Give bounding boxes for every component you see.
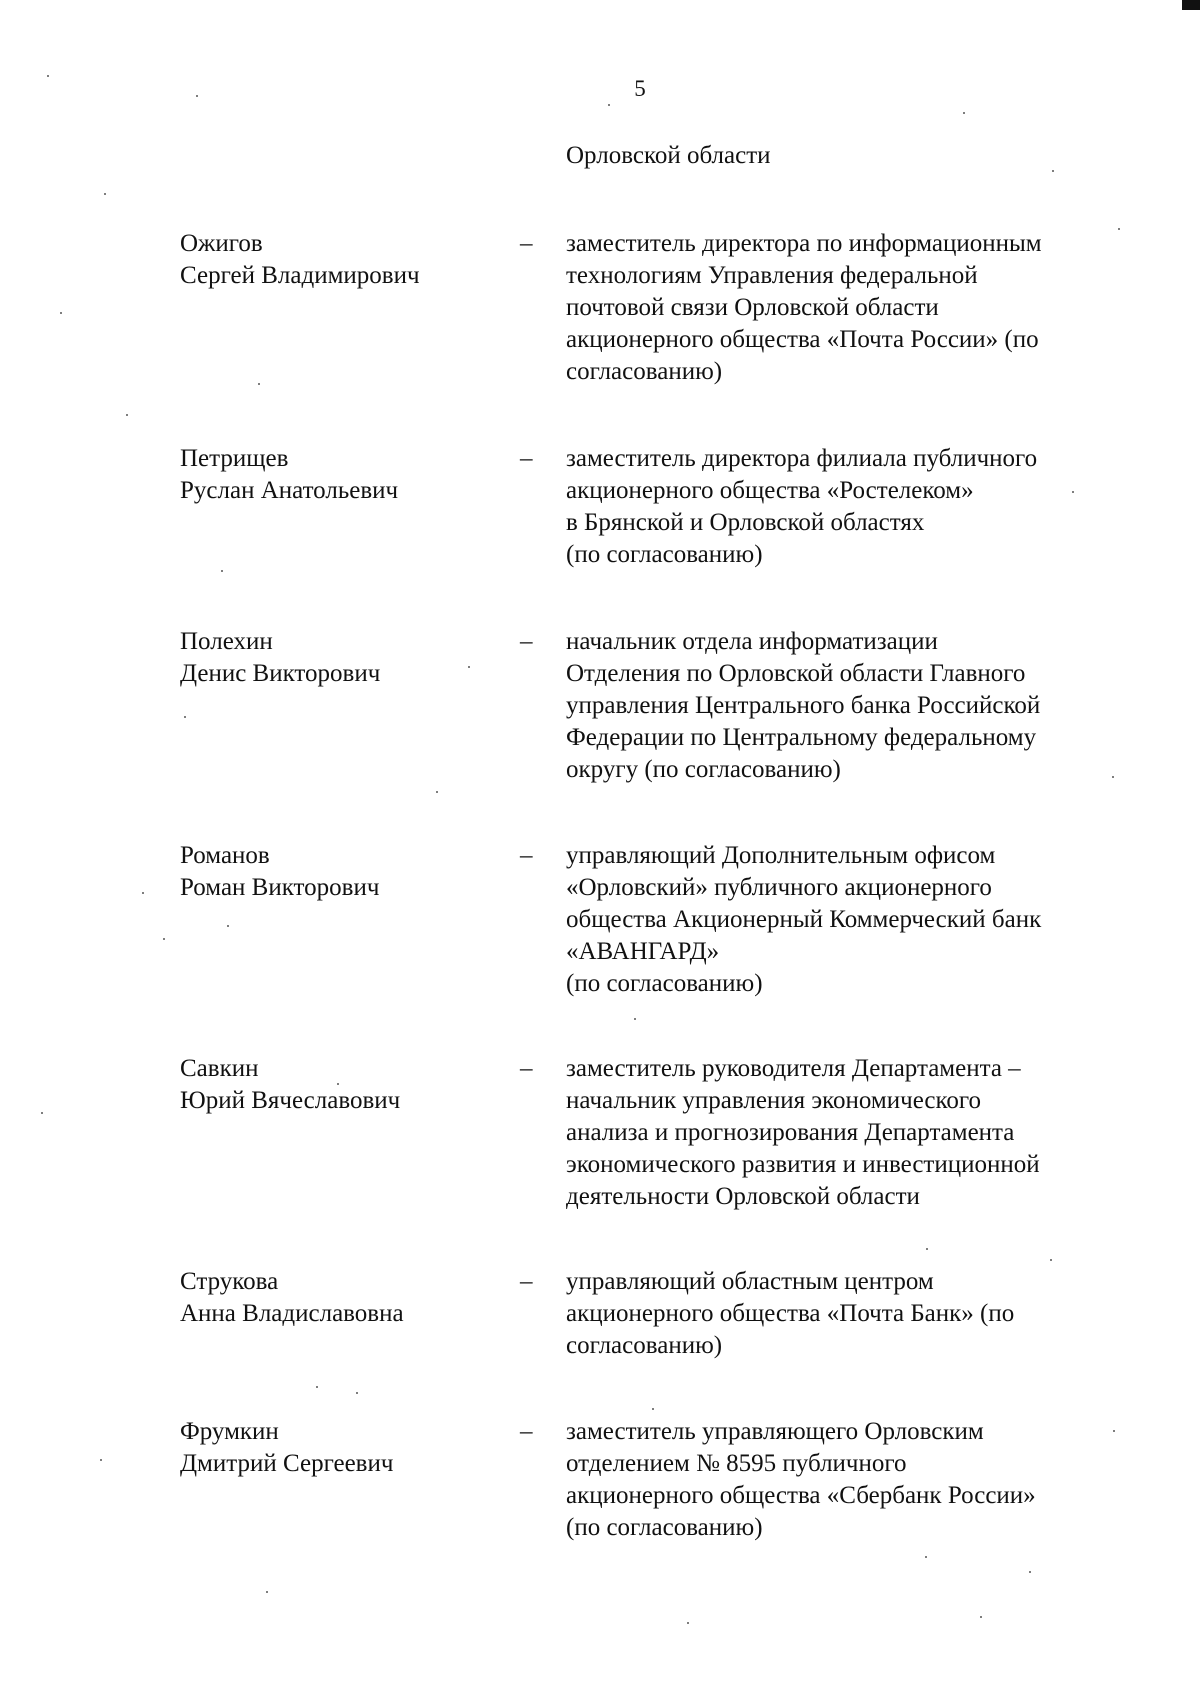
member-position xyxy=(566,626,1136,786)
scan-speck xyxy=(1072,491,1074,493)
position-line: заместитель управляющего Орловским xyxy=(566,1418,984,1445)
member-surname: Струкова xyxy=(180,1268,279,1295)
member-given-name: Сергей Владимирович xyxy=(180,262,420,289)
scan-speck xyxy=(608,104,610,106)
scan-speck xyxy=(436,791,438,793)
member-given-name: Дмитрий Сергеевич xyxy=(180,1450,394,1477)
position-line: управления Центрального банка Российской xyxy=(566,692,1041,719)
position-line: (по согласованию) xyxy=(566,541,763,568)
scan-speck xyxy=(356,1392,358,1394)
dash-separator: – xyxy=(520,445,533,472)
position-line: акционерного общества «Ростелеком» xyxy=(566,477,974,504)
scan-speck xyxy=(60,312,62,314)
member-given-name: Денис Викторович xyxy=(180,660,381,687)
member-given-name: Руслан Анатольевич xyxy=(180,477,399,504)
scan-speck xyxy=(1112,776,1114,778)
member-given-name: Анна Владиславовна xyxy=(180,1300,404,1327)
member-surname: Полехин xyxy=(180,628,273,655)
position-line: согласованию) xyxy=(566,1332,723,1359)
member-given-name: Юрий Вячеславович xyxy=(180,1087,401,1114)
member-surname: Савкин xyxy=(180,1055,259,1082)
position-line: (по согласованию) xyxy=(566,970,763,997)
scan-speck xyxy=(925,1556,927,1558)
position-line: технологиям Управления федеральной xyxy=(566,262,978,289)
dash-separator: – xyxy=(520,628,533,655)
position-line: округу (по согласованию) xyxy=(566,756,841,783)
scan-speck xyxy=(1050,1259,1052,1261)
member-position xyxy=(566,1053,1136,1213)
scan-speck xyxy=(126,414,128,416)
scan-speck xyxy=(687,1622,689,1624)
member-position xyxy=(566,228,1136,388)
member-position xyxy=(566,443,1136,571)
position-line: управляющий областным центром xyxy=(566,1268,934,1295)
dash-separator: – xyxy=(520,1268,533,1295)
position-line: экономического развития и инвестиционной xyxy=(566,1151,1040,1178)
position-line: Федерации по Центральному федеральному xyxy=(566,724,1037,751)
scan-speck xyxy=(142,892,144,894)
position-line: начальник отдела информатизации xyxy=(566,628,938,655)
dash-separator: – xyxy=(520,230,533,257)
scan-speck xyxy=(1052,170,1054,172)
position-line: общества Акционерный Коммерческий банк xyxy=(566,906,1042,933)
scan-speck xyxy=(316,1386,318,1388)
position-line: в Брянской и Орловской областях xyxy=(566,509,925,536)
member-name xyxy=(180,228,510,292)
member-position xyxy=(566,1266,1136,1362)
scan-speck xyxy=(221,570,223,572)
position-line: акционерного общества «Почта Банк» (по xyxy=(566,1300,1015,1327)
member-surname: Ожигов xyxy=(180,230,263,257)
dash-separator: – xyxy=(520,1055,533,1082)
scan-speck xyxy=(227,925,229,927)
member-given-name: Роман Викторович xyxy=(180,874,380,901)
position-line: управляющий Дополнительным офисом xyxy=(566,842,996,869)
position-line: акционерного общества «Почта России» (по xyxy=(566,326,1039,353)
member-surname: Романов xyxy=(180,842,270,869)
position-line: акционерного общества «Сбербанк России» xyxy=(566,1482,1036,1509)
scan-corner-mark xyxy=(1182,0,1200,10)
scan-speck xyxy=(41,1112,43,1114)
member-name xyxy=(180,1416,510,1480)
position-line: Отделения по Орловской области Главного xyxy=(566,660,1026,687)
scan-speck xyxy=(184,716,186,718)
member-name xyxy=(180,840,510,904)
scan-speck xyxy=(1113,1430,1115,1432)
scan-speck xyxy=(468,666,470,668)
position-line: отделением № 8595 публичного xyxy=(566,1450,907,1477)
position-line: заместитель руководителя Департамента – xyxy=(566,1055,1021,1082)
position-line: «Орловский» публичного акционерного xyxy=(566,874,992,901)
dash-separator: – xyxy=(520,1418,533,1445)
scan-speck xyxy=(47,75,49,77)
position-line: начальник управления экономического xyxy=(566,1087,982,1114)
scan-speck xyxy=(963,112,965,114)
scan-speck xyxy=(1029,1571,1031,1573)
member-surname: Фрумкин xyxy=(180,1418,279,1445)
scan-speck xyxy=(196,95,198,97)
position-line: заместитель директора по информационным xyxy=(566,230,1042,257)
member-surname: Петрищев xyxy=(180,445,289,472)
continuation-text: Орловской области xyxy=(566,142,771,169)
scan-speck xyxy=(266,1591,268,1593)
member-position xyxy=(566,1416,1136,1544)
position-line: деятельности Орловской области xyxy=(566,1183,920,1210)
member-position xyxy=(566,840,1136,1000)
member-name xyxy=(180,1266,510,1330)
scan-speck xyxy=(104,193,106,195)
scan-speck xyxy=(100,1459,102,1461)
scan-speck xyxy=(337,1083,339,1085)
scan-speck xyxy=(1118,228,1120,230)
position-line: согласованию) xyxy=(566,358,723,385)
position-line: (по согласованию) xyxy=(566,1514,763,1541)
scan-speck xyxy=(634,1018,636,1020)
scan-speck xyxy=(163,938,165,940)
position-line: заместитель директора филиала публичного xyxy=(566,445,1038,472)
position-line: почтовой связи Орловской области xyxy=(566,294,939,321)
member-name xyxy=(180,443,510,507)
member-name xyxy=(180,1053,510,1117)
page-number: 5 xyxy=(634,76,646,101)
position-line: анализа и прогнозирования Департамента xyxy=(566,1119,1015,1146)
scan-speck xyxy=(980,1616,982,1618)
position-line: «АВАНГАРД» xyxy=(566,938,720,965)
scan-speck xyxy=(926,1248,928,1250)
dash-separator: – xyxy=(520,842,533,869)
member-name xyxy=(180,626,510,690)
scan-speck xyxy=(652,1408,654,1410)
scan-speck xyxy=(258,383,260,385)
